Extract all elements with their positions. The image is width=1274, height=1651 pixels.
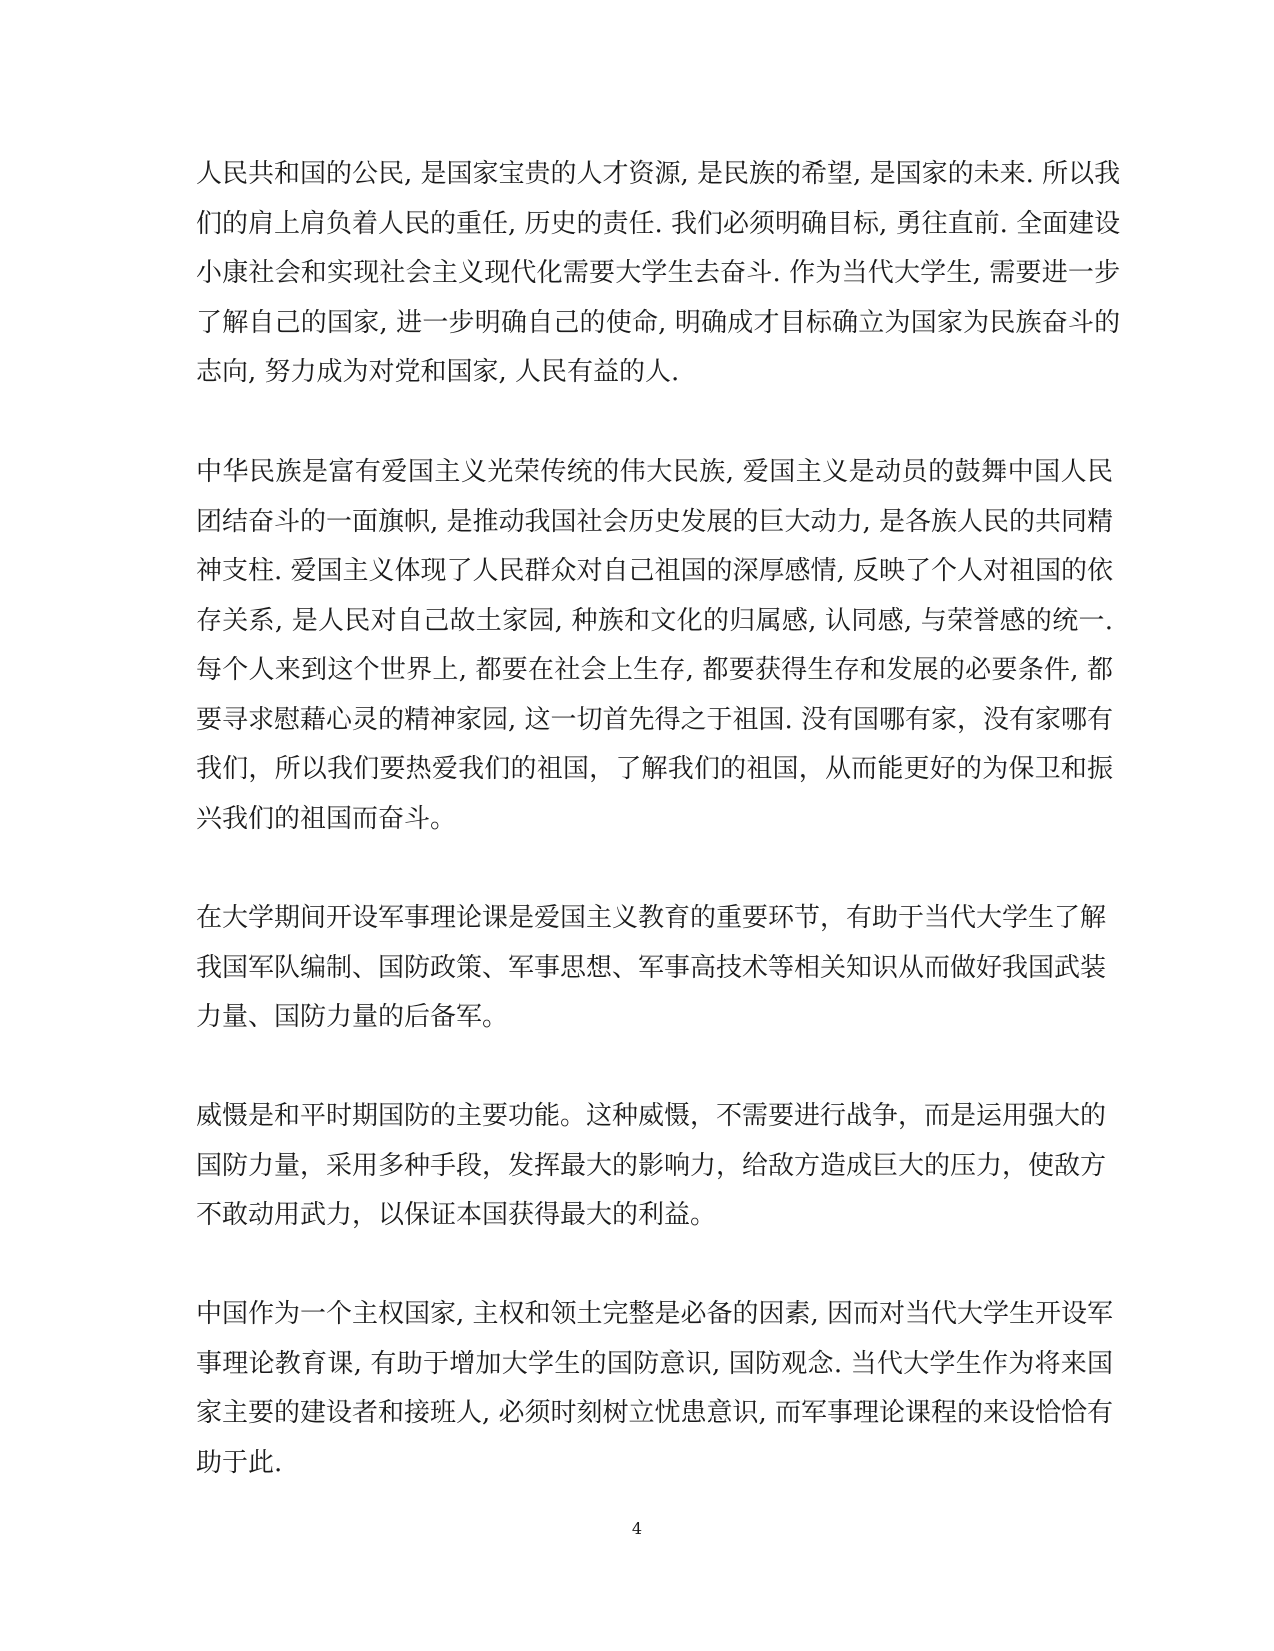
text-line: 我们，所以我们要热爱我们的祖国，了解我们的祖国，从而能更好的为保卫和振 [196,754,1114,784]
text-line: 们的肩上肩负着人民的重任, 历史的责任. 我们必须明确目标, 勇往直前. 全面建设 [196,208,1121,239]
text-line: 不敢动用武力，以保证本国获得最大的利益。 [196,1200,717,1230]
text-line: 存关系, 是人民对自己故土家园, 种族和文化的归属感, 认同感, 与荣誉感的统一. [196,605,1114,636]
text-line: 要寻求慰藉心灵的精神家园, 这一切首先得之于祖国. 没有国哪有家，没有家哪有 [196,704,1114,735]
paragraph-4 [196,1092,1106,1241]
text-line: 小康社会和实现社会主义现代化需要大学生去奋斗. 作为当代大学生, 需要进一步 [196,258,1121,288]
paragraph-5 [196,1290,1113,1488]
text-line: 每个人来到这个世界上, 都要在社会上生存, 都要获得生存和发展的必要条件, 都 [196,655,1114,685]
text-line: 了解自己的国家, 进一步明确自己的使命, 明确成才目标确立为国家为民族奋斗的 [196,307,1121,338]
text-line: 事理论教育课, 有助于增加大学生的国防意识, 国防观念. 当代大学生作为将来国 [196,1348,1114,1379]
text-line: 团结奋斗的一面旗帜, 是推动我国社会历史发展的巨大动力, 是各族人民的共同精 [196,506,1114,537]
text-line: 兴我们的祖国而奋斗。 [196,803,457,834]
text-line: 力量、国防力量的后备军。 [196,1002,509,1032]
text-line: 我国军队编制、国防政策、军事思想、军事高技术等相关知识从而做好我国武装 [196,952,1107,983]
paragraph-1 [196,150,1120,398]
page-number: 4 [631,1519,643,1538]
text-line: 中国作为一个主权国家, 主权和领土完整是必备的因素, 因而对当代大学生开设军 [196,1299,1114,1329]
text-line: 志向, 努力成为对党和国家, 人民有益的人. [196,357,680,387]
text-line: 人民共和国的公民, 是国家宝贵的人才资源, 是民族的希望, 是国家的未来. 所以我 [196,159,1121,189]
text-line: 助于此. [196,1447,283,1478]
text-line: 威慑是和平时期国防的主要功能。这种威慑，不需要进行战争，而是运用强大的 [196,1101,1107,1131]
text-line: 神支柱. 爱国主义体现了人民群众对自己祖国的深厚感情, 反映了个人对祖国的依 [196,556,1114,586]
text-line: 家主要的建设者和接班人, 必须时刻树立忧患意识, 而军事理论课程的来设恰恰有 [196,1398,1114,1428]
text-line: 国防力量，采用多种手段，发挥最大的影响力，给敌方造成巨大的压力，使敌方 [196,1150,1107,1181]
paragraph-3 [196,894,1106,1043]
text-line: 在大学期间开设军事理论课是爱国主义教育的重要环节，有助于当代大学生了解 [196,903,1107,933]
text-line: 中华民族是富有爱国主义光荣传统的伟大民族, 爱国主义是动员的鼓舞中国人民 [196,457,1114,487]
paragraph-2 [196,448,1113,844]
